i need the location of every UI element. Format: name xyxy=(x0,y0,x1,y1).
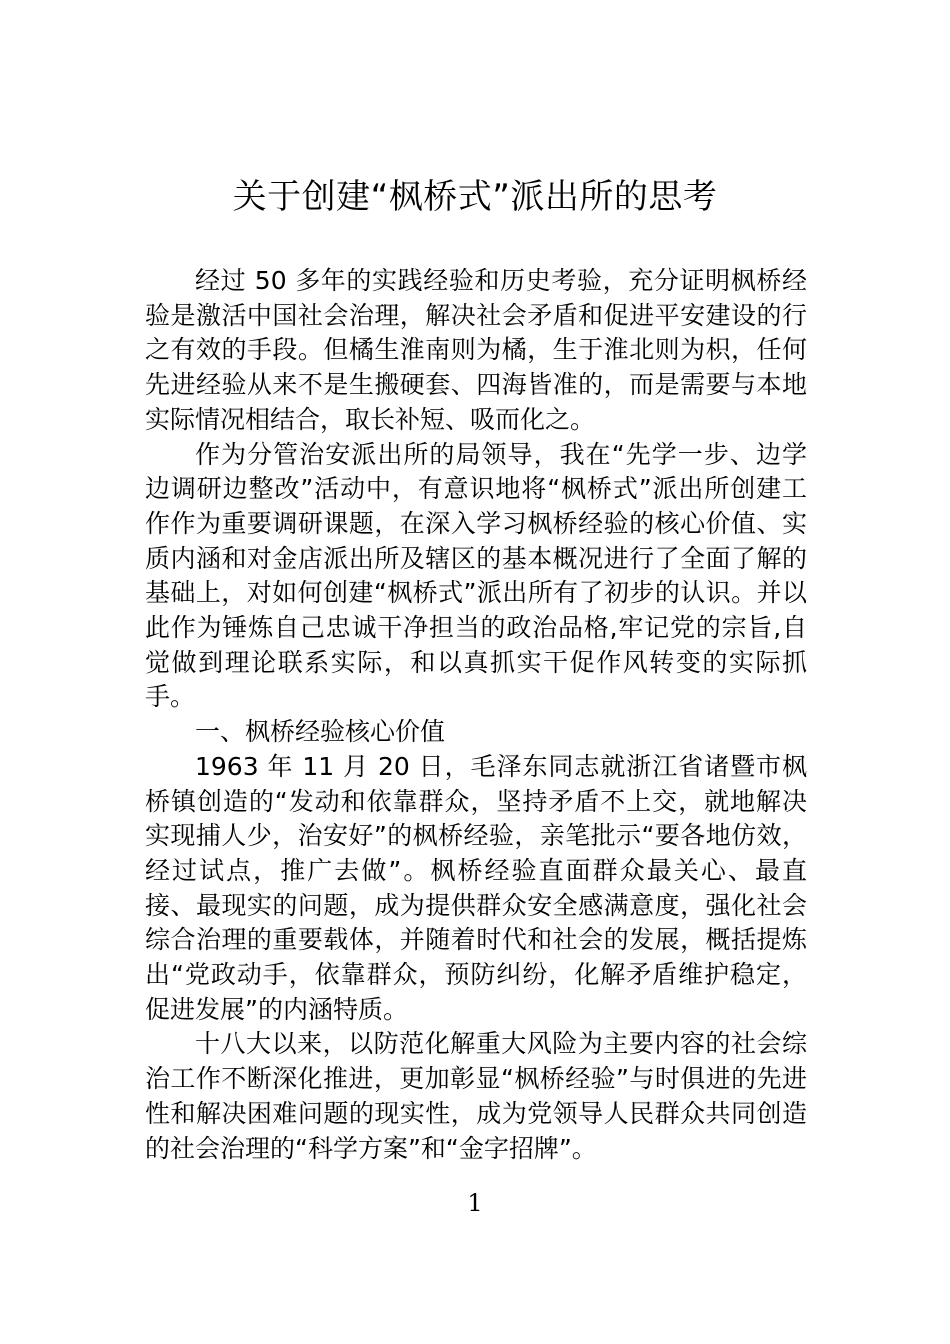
document-body xyxy=(145,264,807,1166)
section-heading: 一、枫桥经验核心价值 xyxy=(195,717,446,747)
paragraph-eighteenth-congress: 十八大以来，以防范化解重大风险为主要内容的社会综治工作不断深化推进，更加彰显“枫桥经验”与时俱进的先进性和解决困难问题的现实性，成为党领导人民群众共同创造的社会治理的“科学方案”和“金字招牌”。 xyxy=(145,1029,807,1163)
paragraph-history: 1963 年 11 月 20 日，毛泽东同志就浙江省诸暨市枫桥镇创造的“发动和依靠群众，坚持矛盾不上交，就地解决实现捕人少，治安好”的枫桥经验，亲笔批示“要各地仿效，经过试点，推广去做”。枫桥经验直面群众最关心、最直接、最现实的问题，成为提供群众安全感满意度，强化社会综合治理的重要载体，并随着时代和社会的发展，概括提炼出“党政动手，依靠群众，预防纠纷，化解矛盾维护稳定，促进发展”的内涵特质。 xyxy=(145,751,807,1024)
paragraph-role: 作为分管治安派出所的局领导，我在“先学一步、边学边调研边整改”活动中，有意识地将“枫桥式”派出所创建工作作为重要调研课题，在深入学习枫桥经验的核心价值、实质内涵和对金店派出所及辖区的基本概况进行了全面了解的基础上，对如何创建“枫桥式”派出所有了初步的认识。并以此作为锤炼自己忠诚干净担当的政治品格,牢记党的宗旨,自觉做到理论联系实际，和以真抓实干促作风转变的实际抓手。 xyxy=(145,439,807,712)
paragraph-intro: 经过 50 多年的实践经验和历史考验，充分证明枫桥经验是激活中国社会治理，解决社会矛盾和促进平安建设的行之有效的手段。但橘生淮南则为橘，生于淮北则为枳，任何先进经验从来不是生搬硬套、四海皆准的，而是需要与本地实际情况相结合，取长补短、吸而化之。 xyxy=(145,266,807,434)
page-number: 1 xyxy=(467,1189,483,1217)
document-title: 关于创建“枫桥式”派出所的思考 xyxy=(232,177,718,217)
